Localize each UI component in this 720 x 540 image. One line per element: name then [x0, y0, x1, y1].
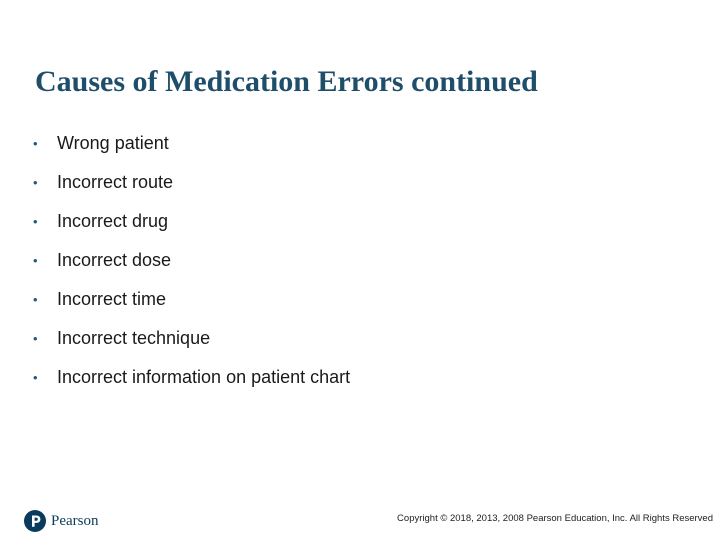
slide-title: Causes of Medication Errors continued — [35, 65, 538, 98]
bullet-item — [33, 319, 350, 358]
copyright-notice: Copyright © 2018, 2013, 2008 Pearson Education, Inc. All Rights Reserved — [397, 513, 713, 524]
bullet-text: Incorrect drug — [57, 211, 169, 231]
bullet-text: Incorrect technique — [57, 328, 211, 348]
bullet-icon: • — [33, 292, 38, 307]
bullet-text: Incorrect information on patient chart — [57, 367, 351, 387]
bullet-item — [33, 163, 350, 202]
bullet-item — [33, 280, 350, 319]
bullet-icon: • — [33, 136, 38, 151]
bullet-text: Incorrect dose — [57, 250, 172, 270]
bullet-icon: • — [33, 370, 38, 385]
bullet-text: Incorrect route — [57, 172, 174, 192]
bullet-icon: • — [33, 331, 38, 346]
pearson-p-icon — [24, 510, 46, 532]
bullet-item — [33, 124, 350, 163]
bullet-item — [33, 202, 350, 241]
bullet-item — [33, 358, 350, 397]
bullet-text: Wrong patient — [57, 133, 169, 153]
bullet-icon: • — [33, 253, 38, 268]
bullet-item — [33, 241, 350, 280]
logo-text: Pearson — [51, 512, 99, 529]
bullet-icon: • — [33, 175, 38, 190]
bullet-list — [33, 124, 350, 397]
pearson-logo — [24, 510, 99, 532]
bullet-text: Incorrect time — [57, 289, 167, 309]
bullet-icon: • — [33, 214, 38, 229]
